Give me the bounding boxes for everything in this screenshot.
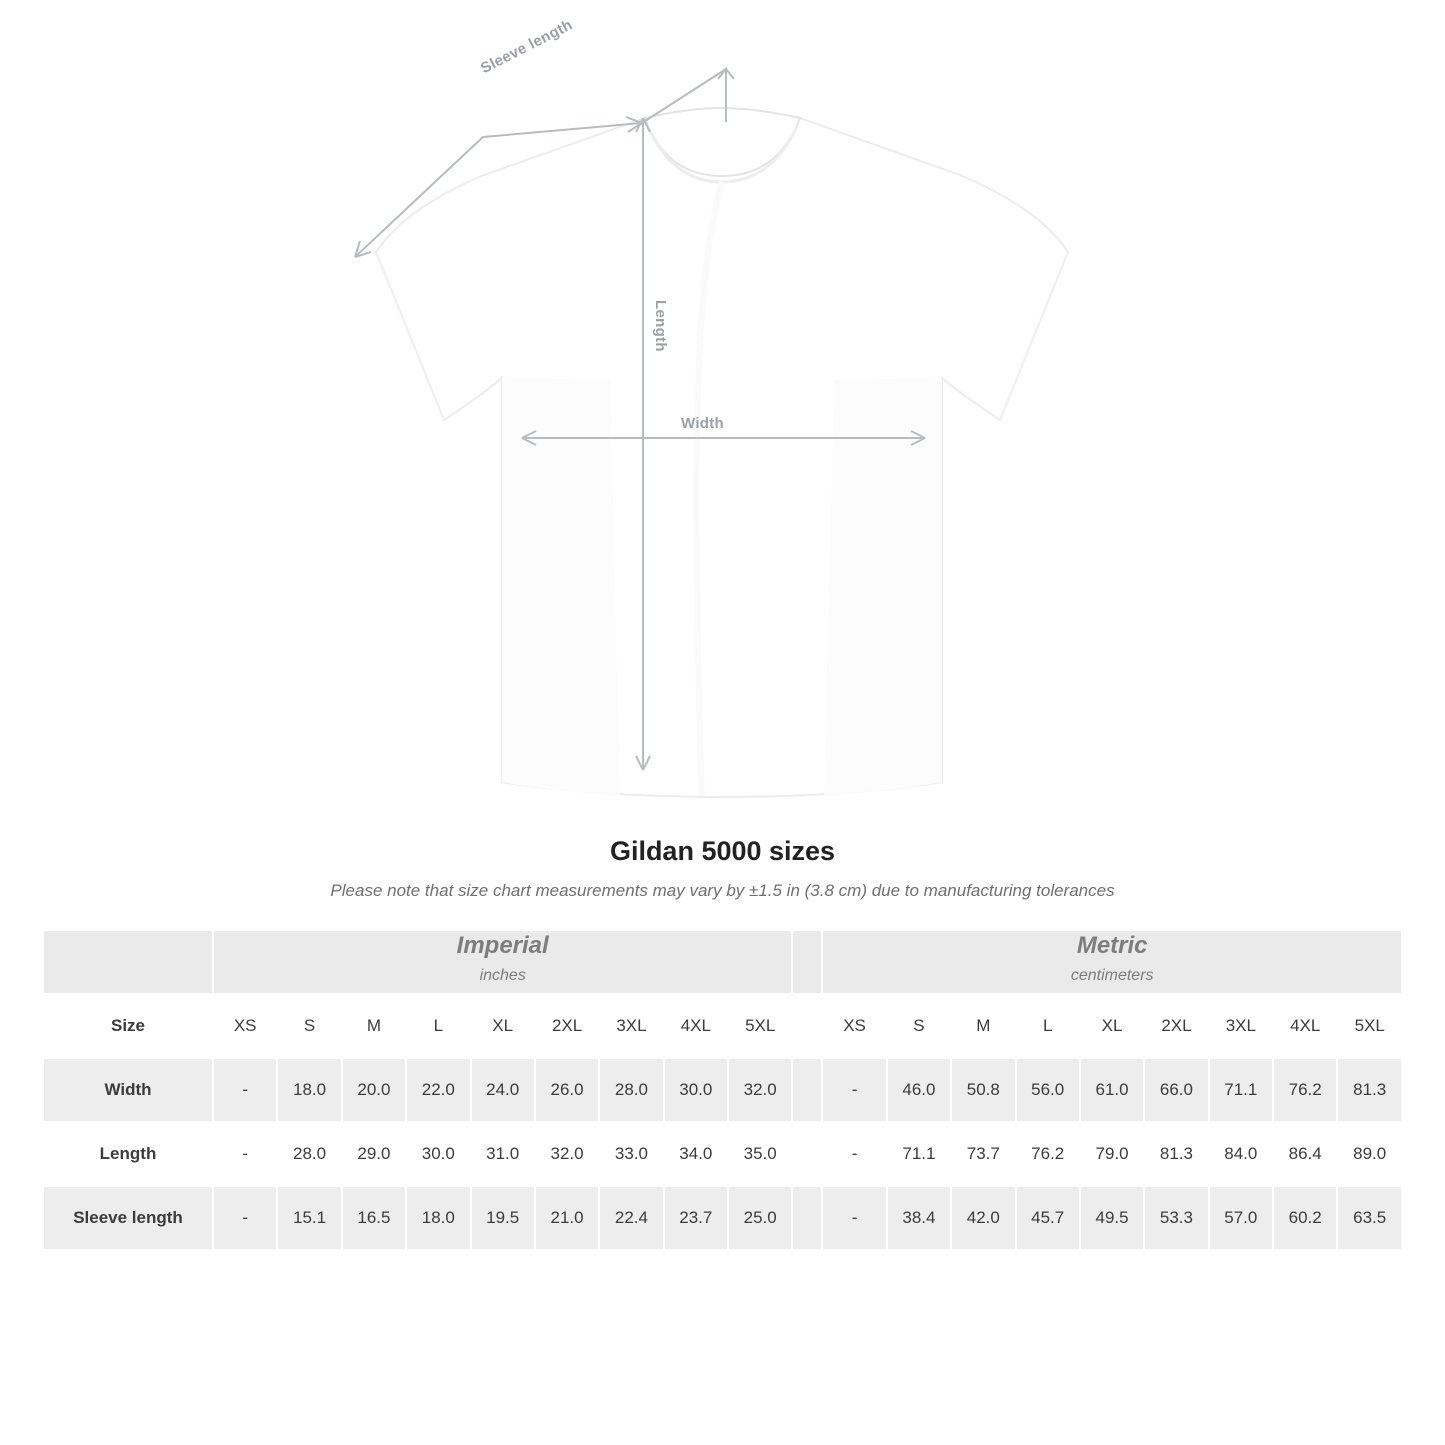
cell-sleeve-cm-m: 42.0 xyxy=(951,1186,1015,1250)
cell-width-cm-xs: - xyxy=(822,1058,886,1122)
cell-length-cm-2xl: 81.3 xyxy=(1144,1122,1208,1186)
imperial-measure-label: inches xyxy=(479,967,526,985)
size-col-metric-s: S xyxy=(887,994,951,1058)
cell-sleeve-in-s: 15.1 xyxy=(277,1186,341,1250)
size-table-wrapper xyxy=(0,929,1445,1251)
cell-sleeve-in-2xl: 21.0 xyxy=(535,1186,599,1250)
cell-sleeve-in-5xl: 25.0 xyxy=(728,1186,792,1250)
cell-width-cm-5xl: 81.3 xyxy=(1337,1058,1402,1122)
cell-length-in-5xl: 35.0 xyxy=(728,1122,792,1186)
size-col-spacer xyxy=(792,994,822,1058)
unit-header-imperial xyxy=(213,930,792,994)
cell-sleeve-cm-4xl: 60.2 xyxy=(1273,1186,1337,1250)
cell-length-cm-5xl: 89.0 xyxy=(1337,1122,1402,1186)
size-header-row xyxy=(43,994,1402,1058)
cell-length-in-3xl: 33.0 xyxy=(599,1122,663,1186)
cell-width-cm-s: 46.0 xyxy=(887,1058,951,1122)
tolerance-note: Please note that size chart measurements may vary by ±1.5 in (3.8 cm) due to manufacturing tolerances xyxy=(330,881,1115,900)
cell-length-in-xs: - xyxy=(213,1122,277,1186)
cell-sleeve-cm-2xl: 53.3 xyxy=(1144,1186,1208,1250)
title-block xyxy=(0,836,1445,901)
cell-width-cm-m: 50.8 xyxy=(951,1058,1015,1122)
cell-width-spacer xyxy=(792,1058,822,1122)
size-col-metric-m: M xyxy=(951,994,1015,1058)
cell-length-cm-l: 76.2 xyxy=(1016,1122,1080,1186)
table-row-width xyxy=(43,1058,1402,1122)
row-label-length: Length xyxy=(43,1122,213,1186)
size-col-imperial-l: L xyxy=(406,994,470,1058)
metric-system-label: Metric xyxy=(1076,932,1148,960)
cell-length-in-4xl: 34.0 xyxy=(664,1122,728,1186)
size-table xyxy=(42,929,1403,1251)
cell-width-in-s: 18.0 xyxy=(277,1058,341,1122)
size-col-metric-4xl: 4XL xyxy=(1273,994,1337,1058)
cell-width-in-5xl: 32.0 xyxy=(728,1058,792,1122)
cell-length-in-xl: 31.0 xyxy=(471,1122,535,1186)
metric-measure-label: centimeters xyxy=(1070,967,1154,985)
row-label-sleeve-length: Sleeve length xyxy=(43,1186,213,1250)
cell-length-in-m: 29.0 xyxy=(342,1122,406,1186)
width-label: Width xyxy=(681,415,725,432)
cell-width-cm-2xl: 66.0 xyxy=(1144,1058,1208,1122)
cell-sleeve-in-3xl: 22.4 xyxy=(599,1186,663,1250)
cell-length-cm-m: 73.7 xyxy=(951,1122,1015,1186)
size-col-metric-l: L xyxy=(1016,994,1080,1058)
cell-width-cm-4xl: 76.2 xyxy=(1273,1058,1337,1122)
cell-width-cm-l: 56.0 xyxy=(1016,1058,1080,1122)
size-col-imperial-2xl: 2XL xyxy=(535,994,599,1058)
cell-sleeve-in-xs: - xyxy=(213,1186,277,1250)
cell-sleeve-cm-5xl: 63.5 xyxy=(1337,1186,1402,1250)
cell-sleeve-cm-3xl: 57.0 xyxy=(1209,1186,1273,1250)
page-title: Gildan 5000 sizes xyxy=(609,836,836,866)
size-header-label: Size xyxy=(43,994,213,1058)
cell-sleeve-spacer xyxy=(792,1186,822,1250)
cell-width-in-3xl: 28.0 xyxy=(599,1058,663,1122)
size-col-metric-xs: XS xyxy=(822,994,886,1058)
unit-header-metric xyxy=(822,930,1402,994)
cell-length-cm-xl: 79.0 xyxy=(1080,1122,1144,1186)
cell-sleeve-in-l: 18.0 xyxy=(406,1186,470,1250)
unit-header-spacer xyxy=(792,930,822,994)
imperial-system-label: Imperial xyxy=(456,932,549,960)
cell-length-in-l: 30.0 xyxy=(406,1122,470,1186)
row-label-width: Width xyxy=(43,1058,213,1122)
cell-sleeve-in-4xl: 23.7 xyxy=(664,1186,728,1250)
cell-width-in-4xl: 30.0 xyxy=(664,1058,728,1122)
cell-width-in-l: 22.0 xyxy=(406,1058,470,1122)
cell-width-in-2xl: 26.0 xyxy=(535,1058,599,1122)
cell-sleeve-cm-xs: - xyxy=(822,1186,886,1250)
size-col-imperial-s: S xyxy=(277,994,341,1058)
cell-length-in-2xl: 32.0 xyxy=(535,1122,599,1186)
cell-width-cm-xl: 61.0 xyxy=(1080,1058,1144,1122)
size-col-imperial-xl: XL xyxy=(471,994,535,1058)
cell-width-in-m: 20.0 xyxy=(342,1058,406,1122)
unit-header-row xyxy=(43,930,1402,994)
size-col-metric-3xl: 3XL xyxy=(1209,994,1273,1058)
length-label: Length xyxy=(652,300,669,352)
cell-length-cm-s: 71.1 xyxy=(887,1122,951,1186)
size-col-imperial-4xl: 4XL xyxy=(664,994,728,1058)
cell-sleeve-cm-s: 38.4 xyxy=(887,1186,951,1250)
size-col-metric-2xl: 2XL xyxy=(1144,994,1208,1058)
unit-header-blank xyxy=(43,930,213,994)
cell-length-in-s: 28.0 xyxy=(277,1122,341,1186)
cell-sleeve-in-m: 16.5 xyxy=(342,1186,406,1250)
sleeve-length-label: Sleeve length xyxy=(478,16,576,78)
size-col-imperial-m: M xyxy=(342,994,406,1058)
size-col-metric-5xl: 5XL xyxy=(1337,994,1402,1058)
cell-sleeve-cm-xl: 49.5 xyxy=(1080,1186,1144,1250)
cell-sleeve-in-xl: 19.5 xyxy=(471,1186,535,1250)
size-col-imperial-xs: XS xyxy=(213,994,277,1058)
size-col-imperial-5xl: 5XL xyxy=(728,994,792,1058)
cell-width-in-xl: 24.0 xyxy=(471,1058,535,1122)
cell-width-in-xs: - xyxy=(213,1058,277,1122)
size-col-imperial-3xl: 3XL xyxy=(599,994,663,1058)
size-col-metric-xl: XL xyxy=(1080,994,1144,1058)
cell-sleeve-cm-l: 45.7 xyxy=(1016,1186,1080,1250)
cell-length-cm-3xl: 84.0 xyxy=(1209,1122,1273,1186)
table-row-sleeve-length xyxy=(43,1186,1402,1250)
table-row-length xyxy=(43,1122,1402,1186)
cell-length-spacer xyxy=(792,1122,822,1186)
cell-length-cm-4xl: 86.4 xyxy=(1273,1122,1337,1186)
cell-length-cm-xs: - xyxy=(822,1122,886,1186)
cell-width-cm-3xl: 71.1 xyxy=(1209,1058,1273,1122)
